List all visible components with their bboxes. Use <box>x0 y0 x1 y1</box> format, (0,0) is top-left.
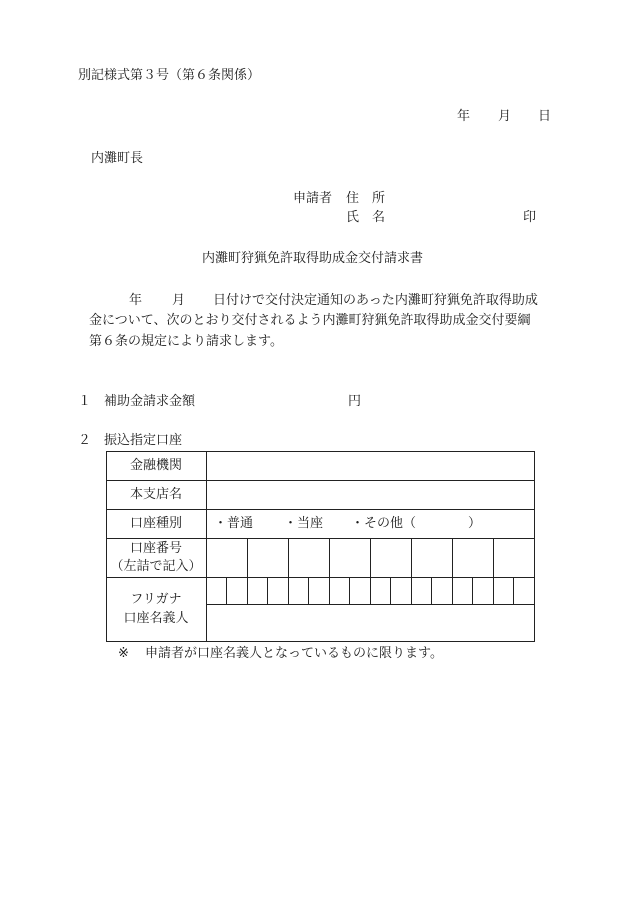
bank-name-field[interactable] <box>207 452 534 480</box>
furigana-field[interactable] <box>207 578 534 604</box>
item-1-number: １ <box>78 394 92 409</box>
body-month: 月 <box>172 293 186 308</box>
account-number-field[interactable] <box>207 539 534 577</box>
date-day: 日 <box>538 109 552 124</box>
bank-label: 金融機関 <box>129 458 182 473</box>
body-year: 年 <box>129 293 143 308</box>
item-1-unit: 円 <box>348 394 362 409</box>
applicant-name-label: 氏 名 <box>346 210 386 225</box>
branch-label: 本支店名 <box>129 487 182 502</box>
body-line-1: 日付けで交付決定通知のあった内灘町狩猟免許取得助成 <box>213 293 538 308</box>
option-other[interactable]: ・その他（ <box>351 516 417 531</box>
item-1-label: 補助金請求金額 <box>104 394 196 409</box>
option-current[interactable]: ・当座 <box>284 516 324 531</box>
item-2-number: ２ <box>78 433 92 448</box>
account-table <box>106 451 534 642</box>
account-number-label: 口座番号 <box>129 541 182 556</box>
addressee: 内灘町長 <box>91 151 144 166</box>
branch-name-field[interactable] <box>207 481 534 509</box>
account-number-sublabel: （左詰で記入） <box>110 559 202 574</box>
note-text: 申請者が口座名義人となっているものに限ります。 <box>145 646 443 661</box>
option-ordinary[interactable]: ・普通 <box>214 516 254 531</box>
seal-mark: 印 <box>523 210 537 225</box>
document-title: 内灘町狩猟免許取得助成金交付請求書 <box>202 251 424 266</box>
account-holder-field[interactable] <box>207 605 534 641</box>
applicant-label: 申請者 <box>293 191 333 206</box>
form-number: 別記様式第３号（第６条関係） <box>78 68 261 83</box>
furigana-label: フリガナ <box>130 592 182 607</box>
account-type-label: 口座種別 <box>129 516 182 531</box>
item-2-label: 振込指定口座 <box>104 433 183 448</box>
body-line-3: 第６条の規定により請求します。 <box>89 334 283 349</box>
date-year: 年 <box>457 109 471 124</box>
body-line-2: 金について、次のとおり交付されるよう内灘町狩猟免許取得助成金交付要綱 <box>89 313 531 328</box>
note-mark: ※ <box>118 646 129 661</box>
account-holder-label: 口座名義人 <box>123 611 189 626</box>
applicant-address-label: 住 所 <box>346 191 386 206</box>
option-other-close: ） <box>468 516 482 531</box>
date-month: 月 <box>498 109 512 124</box>
